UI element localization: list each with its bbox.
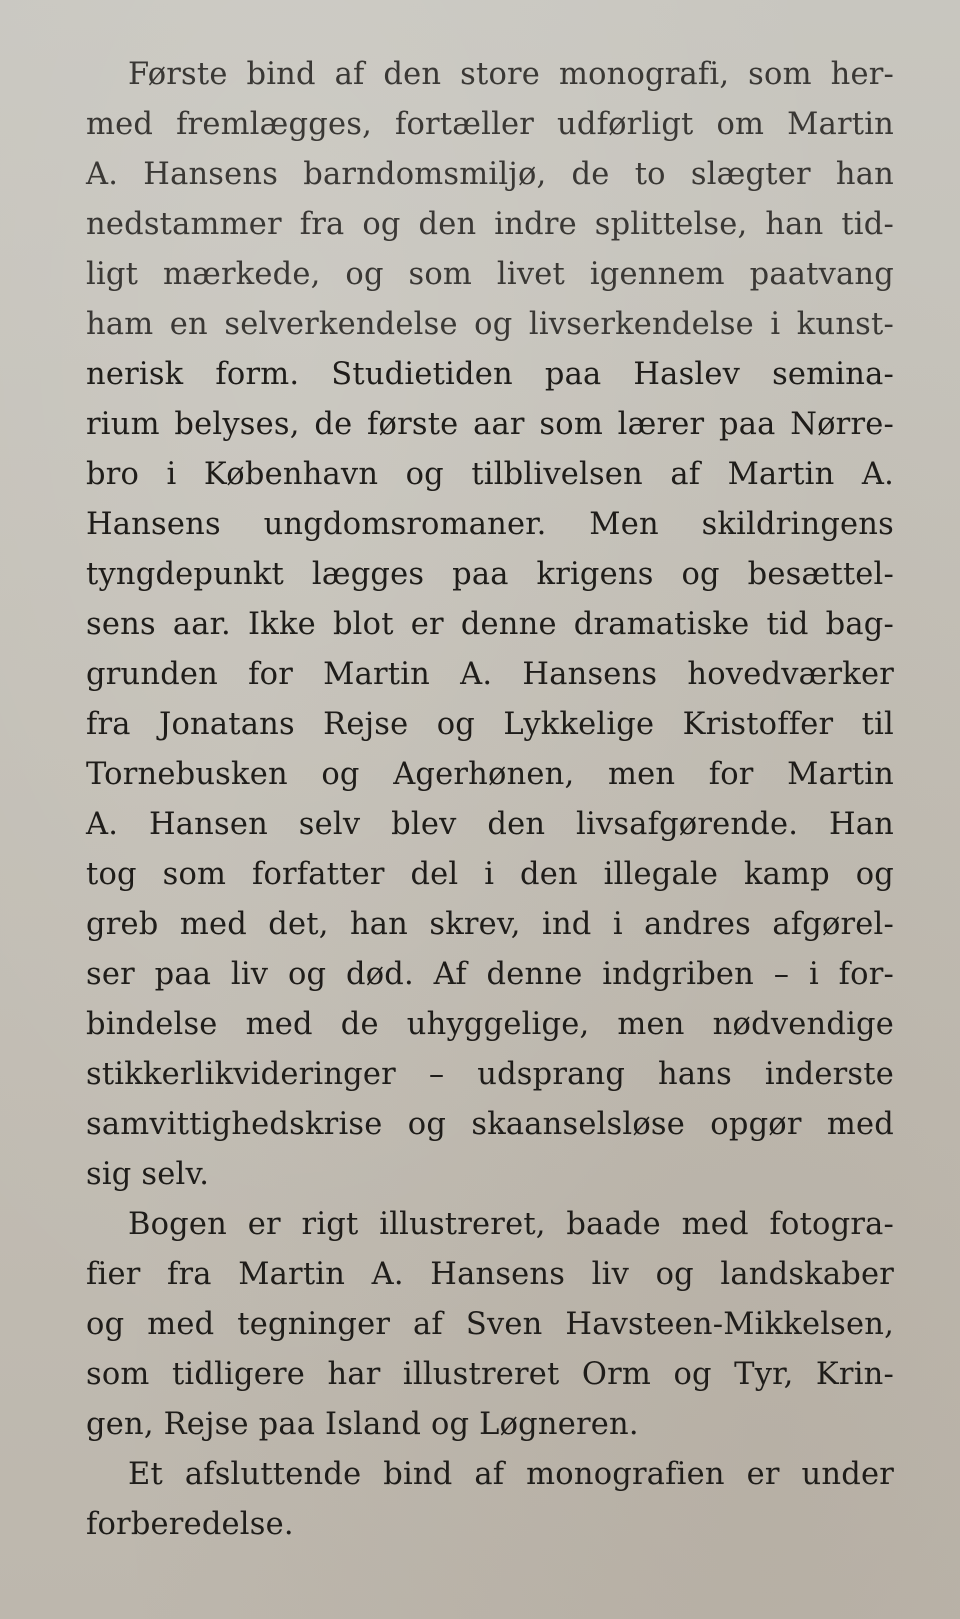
text-line: stikkerlikvideringer – udsprang hans inderste <box>86 1057 894 1092</box>
text-line: grunden for Martin A. Hansens hovedværker <box>86 657 894 692</box>
paragraph-1 <box>86 50 894 1200</box>
text-line: fra Jonatans Rejse og Lykkelige Kristoffer til <box>86 707 894 742</box>
text-line: og med tegninger af Sven Havsteen-Mikkelsen, <box>86 1307 894 1342</box>
text-line: samvittighedskrise og skaanselsløse opgør med <box>86 1107 894 1142</box>
text-line: tyngdepunkt lægges paa krigens og besættel- <box>86 557 894 592</box>
text-line: ligt mærkede, og som livet igennem paatvang <box>86 257 894 292</box>
text-block <box>86 50 894 1550</box>
text-line: ser paa liv og død. Af denne indgriben – i for- <box>86 957 894 992</box>
text-line: sens aar. Ikke blot er denne dramatiske tid bag- <box>86 607 894 642</box>
paragraph-3 <box>86 1450 894 1550</box>
text-line: Hansens ungdomsromaner. Men skildringens <box>86 507 894 542</box>
text-line: bro i København og tilblivelsen af Martin A. <box>86 457 894 492</box>
text-line: Tornebusken og Agerhønen, men for Martin <box>86 757 894 792</box>
text-line: Første bind af den store monografi, som her- <box>128 57 894 92</box>
text-line: tog som forfatter del i den illegale kamp og <box>86 857 894 892</box>
text-line: med fremlægges, fortæller udførligt om Martin <box>86 107 894 142</box>
text-line: bindelse med de uhyggelige, men nødvendige <box>86 1007 894 1042</box>
text-line: A. Hansen selv blev den livsafgørende. Han <box>86 807 894 842</box>
paragraph-2 <box>86 1200 894 1450</box>
text-line: Bogen er rigt illustreret, baade med fotogra- <box>128 1207 894 1242</box>
text-line: gen, Rejse paa Island og Løgneren. <box>86 1407 639 1442</box>
text-line: fier fra Martin A. Hansens liv og landskaber <box>86 1257 894 1292</box>
text-line: nerisk form. Studietiden paa Haslev semina- <box>86 357 894 392</box>
text-line: sig selv. <box>86 1157 210 1192</box>
text-line: som tidligere har illustreret Orm og Tyr, Krin- <box>86 1357 894 1392</box>
text-line: nedstammer fra og den indre splittelse, han tid- <box>86 207 894 242</box>
text-line: forberedelse. <box>86 1507 294 1542</box>
text-line: ham en selverkendelse og livserkendelse i kunst- <box>86 307 894 342</box>
text-line: A. Hansens barndomsmiljø, de to slægter han <box>86 157 894 192</box>
text-line: rium belyses, de første aar som lærer paa Nørre- <box>86 407 894 442</box>
text-line: greb med det, han skrev, ind i andres afgørel- <box>86 907 894 942</box>
text-line: Et afsluttende bind af monografien er under <box>128 1457 894 1492</box>
